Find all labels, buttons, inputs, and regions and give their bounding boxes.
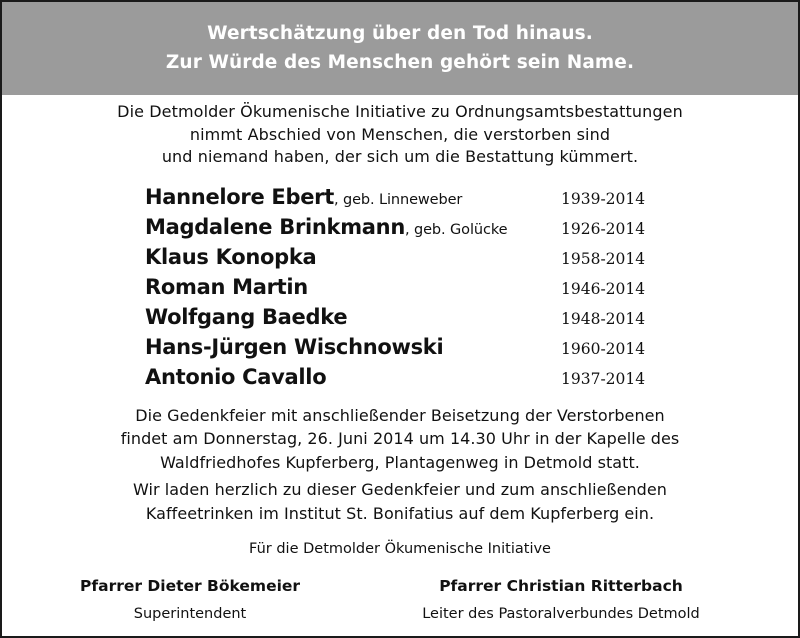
deceased-name: Magdalene Brinkmann: [145, 214, 405, 239]
ceremony-text: [2, 404, 798, 475]
header-line-2: Zur Würde des Menschen gehört sein Name.: [165, 52, 635, 73]
deceased-years: 1946-2014: [561, 279, 646, 298]
deceased-years: 1960-2014: [561, 339, 646, 358]
signatory-title: Superintendent: [133, 606, 247, 622]
header-line-1: Wertschätzung über den Tod hinaus.: [207, 23, 593, 44]
deceased-row: [145, 272, 655, 302]
deceased-name-group: [145, 365, 326, 389]
deceased-years: 1958-2014: [561, 249, 646, 268]
ceremony-line: Waldfriedhofes Kupferberg, Plantagenweg in Detmold statt.: [160, 452, 640, 472]
deceased-name-group: [145, 215, 507, 239]
ceremony-line: Die Gedenkfeier mit anschließender Beisetzung der Verstorbenen: [135, 405, 665, 425]
deceased-name: Wolfgang Baedke: [145, 304, 348, 329]
deceased-name-group: [145, 185, 462, 209]
deceased-maiden-name: , geb. Golücke: [404, 221, 508, 238]
intro-line: Die Detmolder Ökumenische Initiative zu Ordnungsamtsbestattungen: [117, 102, 683, 121]
deceased-row: [145, 332, 655, 362]
signatory-name: Pfarrer Christian Ritterbach: [439, 577, 683, 595]
invitation-line: Kaffeetrinken im Institut St. Bonifatius auf dem Kupferberg ein.: [145, 503, 655, 523]
invitation-text: [2, 478, 798, 525]
invitation-line: Wir laden herzlich zu dieser Gedenkfeier und zum anschließenden: [133, 480, 667, 499]
signatory-left: [80, 576, 300, 624]
deceased-maiden-name: , geb. Linneweber: [333, 191, 463, 208]
deceased-years: 1926-2014: [561, 219, 646, 238]
deceased-name-group: [145, 335, 443, 359]
on-behalf-line: Für die Detmolder Ökumenische Initiative: [249, 541, 551, 557]
deceased-years: 1948-2014: [561, 309, 646, 328]
deceased-name-group: [145, 245, 316, 269]
signatory-title: Leiter des Pastoralverbundes Detmold: [422, 606, 700, 622]
ceremony-line: findet am Donnerstag, 26. Juni 2014 um 14.30 Uhr in der Kapelle des: [120, 429, 680, 448]
header-banner: [2, 2, 798, 95]
signatory-right: [402, 576, 720, 624]
deceased-years: 1937-2014: [561, 369, 646, 388]
deceased-name-group: [145, 305, 347, 329]
deceased-name: Hannelore Ebert: [145, 184, 334, 209]
intro-line: und niemand haben, der sich um die Bestattung kümmert.: [161, 147, 639, 166]
deceased-name: Antonio Cavallo: [145, 364, 327, 389]
deceased-row: [145, 242, 655, 272]
deceased-name: Klaus Konopka: [145, 244, 317, 269]
deceased-row: [145, 362, 655, 392]
intro-text: [2, 101, 798, 169]
deceased-name: Roman Martin: [145, 274, 308, 299]
deceased-row: [145, 212, 655, 242]
deceased-row: [145, 302, 655, 332]
deceased-row: [145, 182, 655, 212]
deceased-name: Hans-Jürgen Wischnowski: [145, 334, 444, 359]
deceased-years: 1939-2014: [561, 189, 646, 208]
deceased-list: [2, 182, 798, 392]
deceased-name-group: [145, 275, 308, 299]
intro-line: nimmt Abschied von Menschen, die verstorben sind: [189, 124, 611, 144]
signatory-name: Pfarrer Dieter Bökemeier: [80, 577, 301, 595]
